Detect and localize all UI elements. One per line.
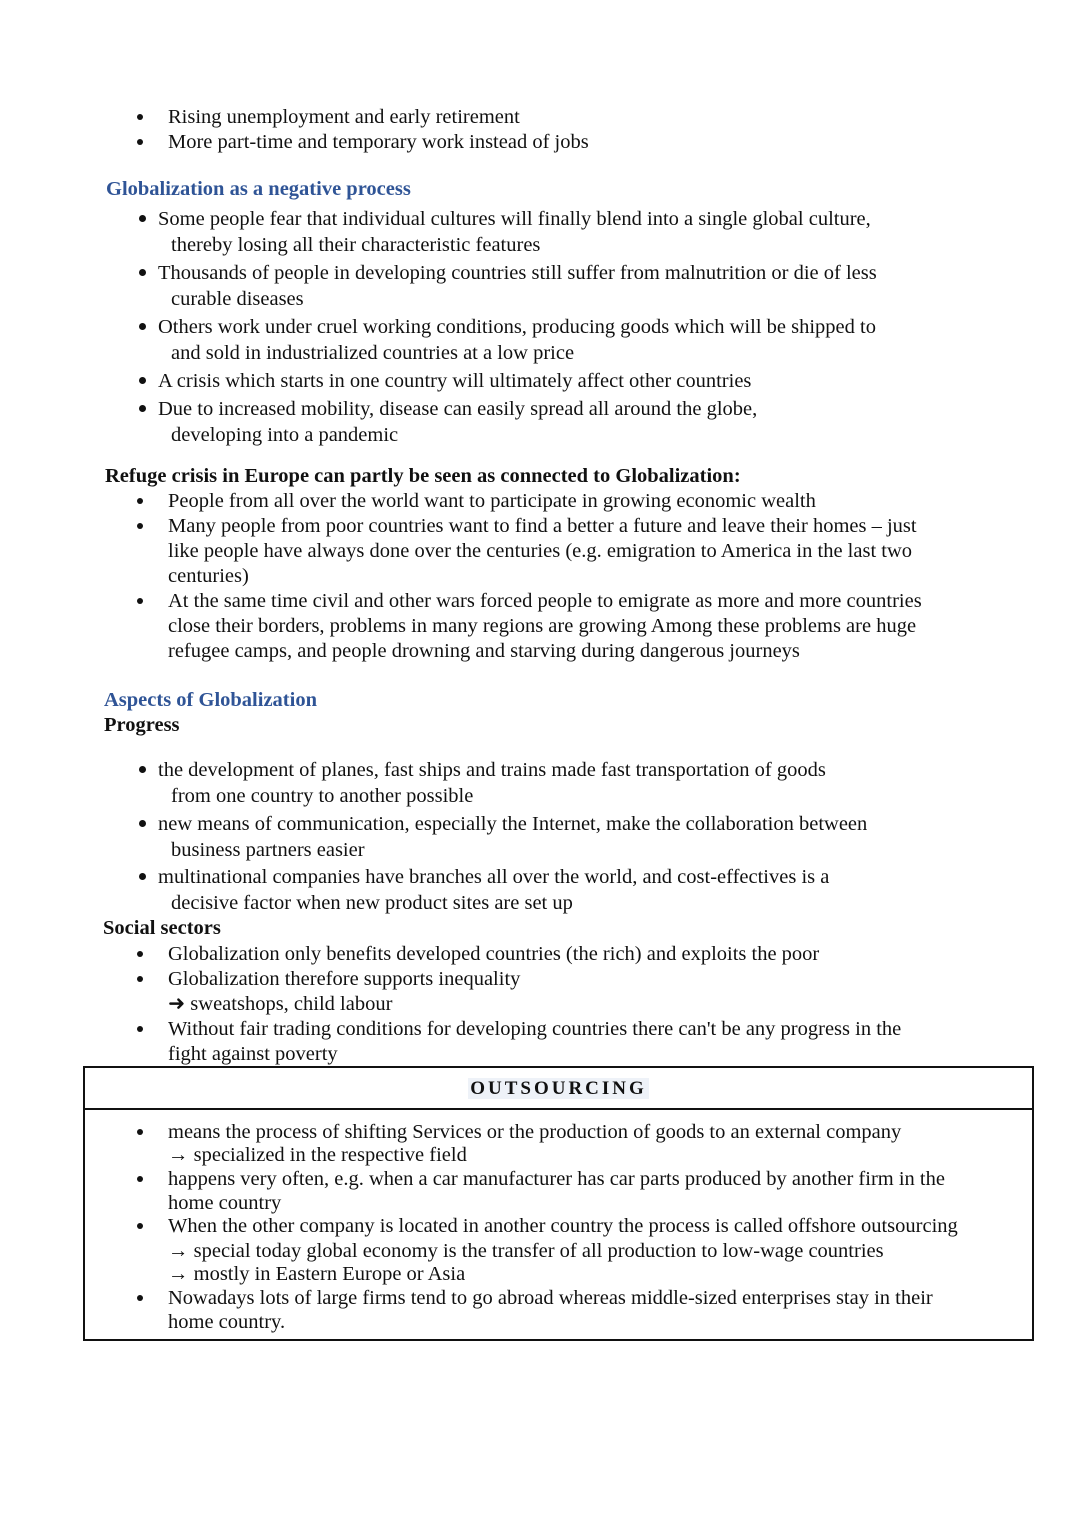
bullet-icon [139, 269, 146, 276]
negative-item-line: and sold in industrialized countries at a low price [171, 342, 575, 364]
negative-item-line: Others work under cruel working conditions, producing goods which will be shipped to [158, 316, 876, 338]
refugee-item-line: refugee camps, and people drowning and starving during dangerous journeys [168, 640, 800, 662]
progress-label: Progress [104, 714, 180, 736]
bullet-icon [137, 523, 143, 529]
intro-item: More part-time and temporary work instead of jobs [168, 131, 589, 153]
outsourcing-item-line: → specialized in the respective field [168, 1144, 467, 1166]
outsourcing-item-line: → mostly in Eastern Europe or Asia [168, 1263, 466, 1285]
outsourcing-item-line: means the process of shifting Services or the production of goods to an external company [168, 1121, 902, 1143]
bullet-icon [137, 139, 143, 145]
bullet-icon [139, 873, 146, 880]
outsourcing-divider [85, 1108, 1032, 1110]
bullet-icon [137, 1295, 143, 1301]
negative-item-line: A crisis which starts in one country will ultimately affect other countries [158, 370, 752, 392]
refugee-item-line: close their borders, problems in many regions are growing Among these problems are huge [168, 615, 917, 637]
bullet-icon [137, 114, 143, 120]
social-item-line: Globalization therefore supports inequality [168, 968, 521, 990]
refugee-item-line: At the same time civil and other wars forced people to emigrate as more and more countries [168, 590, 922, 612]
progress-item-line: decisive factor when new product sites are set up [171, 892, 573, 914]
refugee-heading: Refuge crisis in Europe can partly be seen as connected to Globalization: [105, 465, 741, 487]
progress-item-line: from one country to another possible [171, 785, 474, 807]
bullet-icon [137, 976, 143, 982]
bullet-icon [139, 766, 146, 773]
bullet-icon [137, 598, 143, 604]
social-item-line: Globalization only benefits developed countries (the rich) and exploits the poor [168, 943, 820, 965]
outsourcing-item-line: home country. [168, 1311, 286, 1333]
bullet-icon [137, 498, 143, 504]
outsourcing-title-wrap [85, 1077, 1032, 1101]
bullet-icon [139, 377, 146, 384]
refugee-item-line: People from all over the world want to participate in growing economic wealth [168, 490, 816, 512]
bullet-icon [137, 1129, 143, 1135]
aspects-heading: Aspects of Globalization [104, 689, 317, 711]
outsourcing-item-line: Nowadays lots of large firms tend to go abroad whereas middle-sized enterprises stay in their [168, 1287, 933, 1309]
negative-heading: Globalization as a negative process [106, 178, 411, 200]
intro-item: Rising unemployment and early retirement [168, 106, 520, 128]
negative-item-line: Some people fear that individual cultures will finally blend into a single global culture, [158, 208, 871, 230]
outsourcing-title: OUTSOURCING [470, 1078, 647, 1099]
progress-item-line: the development of planes, fast ships and trains made fast transportation of goods [158, 759, 826, 781]
social-item-line: ➜ sweatshops, child labour [168, 993, 393, 1015]
bullet-icon [137, 951, 143, 957]
negative-item-line: curable diseases [171, 288, 304, 310]
refugee-item-line: like people have always done over the centuries (e.g. emigration to America in the last two [168, 540, 913, 562]
refugee-item-line: centuries) [168, 565, 249, 587]
bullet-icon [137, 1026, 143, 1032]
bullet-icon [139, 215, 146, 222]
progress-item-line: new means of communication, especially the Internet, make the collaboration between [158, 813, 868, 835]
refugee-item-line: Many people from poor countries want to find a better a future and leave their homes – just [168, 515, 917, 537]
social-label: Social sectors [103, 917, 221, 939]
progress-item-line: business partners easier [171, 839, 365, 861]
social-item-line: Without fair trading conditions for developing countries there can't be any progress in the [168, 1018, 902, 1040]
progress-item-line: multinational companies have branches all over the world, and cost-effectives is a [158, 866, 830, 888]
bullet-icon [139, 820, 146, 827]
negative-item-line: Due to increased mobility, disease can easily spread all around the globe, [158, 398, 758, 420]
bullet-icon [139, 405, 146, 412]
negative-item-line: developing into a pandemic [171, 424, 399, 446]
bullet-icon [139, 323, 146, 330]
outsourcing-item-line: home country [168, 1192, 282, 1214]
outsourcing-item-line: When the other company is located in another country the process is called offshore outsourcing [168, 1215, 958, 1237]
outsourcing-item-line: happens very often, e.g. when a car manufacturer has car parts produced by another firm in the [168, 1168, 945, 1190]
negative-item-line: Thousands of people in developing countries still suffer from malnutrition or die of less [158, 262, 877, 284]
outsourcing-item-line: → special today global economy is the transfer of all production to low-wage countries [168, 1240, 884, 1262]
negative-item-line: thereby losing all their characteristic features [171, 234, 541, 256]
bullet-icon [137, 1176, 143, 1182]
social-item-line: fight against poverty [168, 1043, 338, 1065]
bullet-icon [137, 1223, 143, 1229]
